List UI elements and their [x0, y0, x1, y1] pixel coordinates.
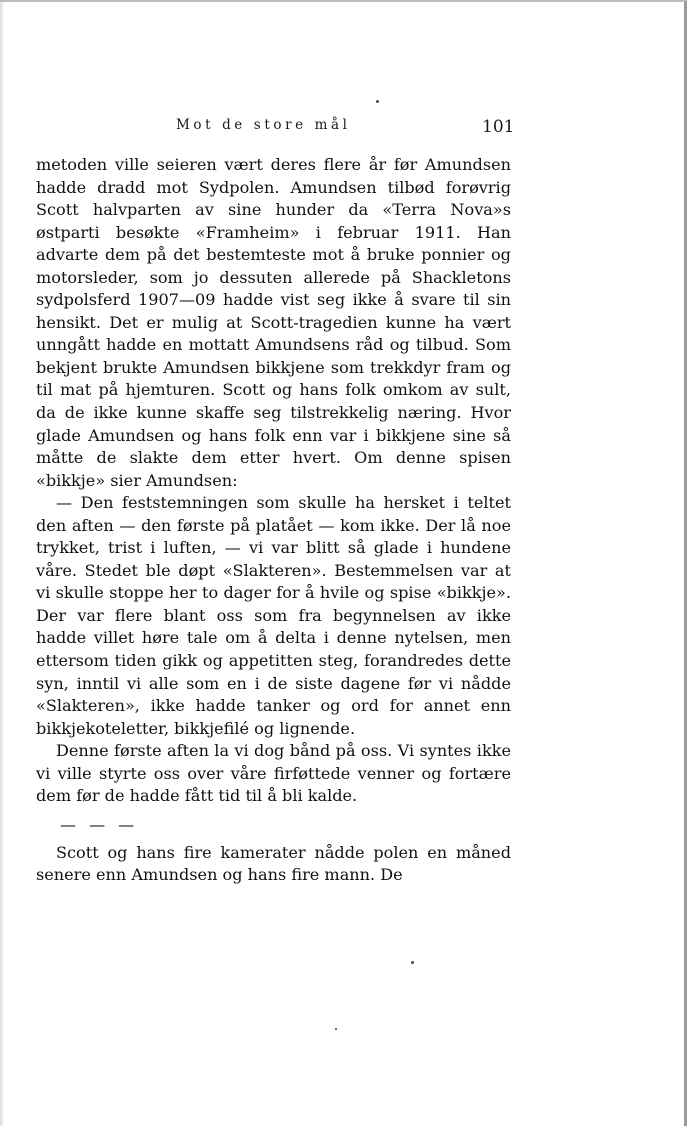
ink-speck	[335, 1028, 337, 1030]
paragraph-quote: — Den feststemningen som skulle ha hersket i teltet den aften — den første på platået — kom ikke. Der lå noe trykket, trist i luften, — vi var blitt så glade i hundene våre. Stedet ble døpt «Slakteren». Bestemmelsen var at vi skulle stoppe her to dager for å hvile og spise «bikkje». Der var flere blant oss som fra begynnelsen av ikke hadde villet høre tale om å delta i denne nytelsen, men ettersom tiden gikk og appetitten steg, forandredes dette syn, inntil vi alle som en i de siste dagene før vi nådde «Slakteren», ikke hadde tanker og ord for annet enn bikkjekoteletter, bikkjefilé og lignende.	[36, 493, 511, 738]
paragraph: Scott og hans fire kamerater nådde polen en måned senere enn Amundsen og hans fire mann. De	[36, 842, 511, 885]
paragraph: Denne første aften la vi dog bånd på oss. Vi syntes ikke vi ville styrte oss over våre firføttede venner og fortære dem før de hadde fått tid til å bli kalde.	[36, 741, 511, 806]
page-number: 101	[482, 117, 515, 137]
section-divider: — — —	[60, 814, 139, 834]
body-text	[36, 154, 511, 887]
paragraph: metoden ville seieren vært deres flere år før Amundsen hadde dradd mot Sydpolen. Amundsen tilbød forøvrig Scott halvparten av sine hunder da «Terra Nova»s østparti besøkte «Framheim» i februar 1911. Han advarte dem på det bestemteste mot å bruke ponnier og motorsleder, som jo dessuten allerede på Shackletons sydpolsferd 1907—09 hadde vist seg ikke å svare til sin hensikt. Det er mulig at Scott-tragedien kunne ha vært unngått hadde en mottatt Amundsens råd og tilbud. Som bekjent brukte Amundsen bikkjene som trekkdyr fram og til mat på hjemturen. Scott og hans folk omkom av sult, da de ikke kunne skaffe seg tilstrekkelig næring. Hvor glade Amundsen og hans folk enn var i bikkjene sine så måtte de slakte dem etter hvert. Om denne spisen «bikkje» sier Amundsen:	[36, 155, 511, 490]
ink-speck	[411, 961, 414, 964]
ink-speck	[376, 100, 379, 103]
running-title: Mot de store mål	[176, 117, 351, 133]
